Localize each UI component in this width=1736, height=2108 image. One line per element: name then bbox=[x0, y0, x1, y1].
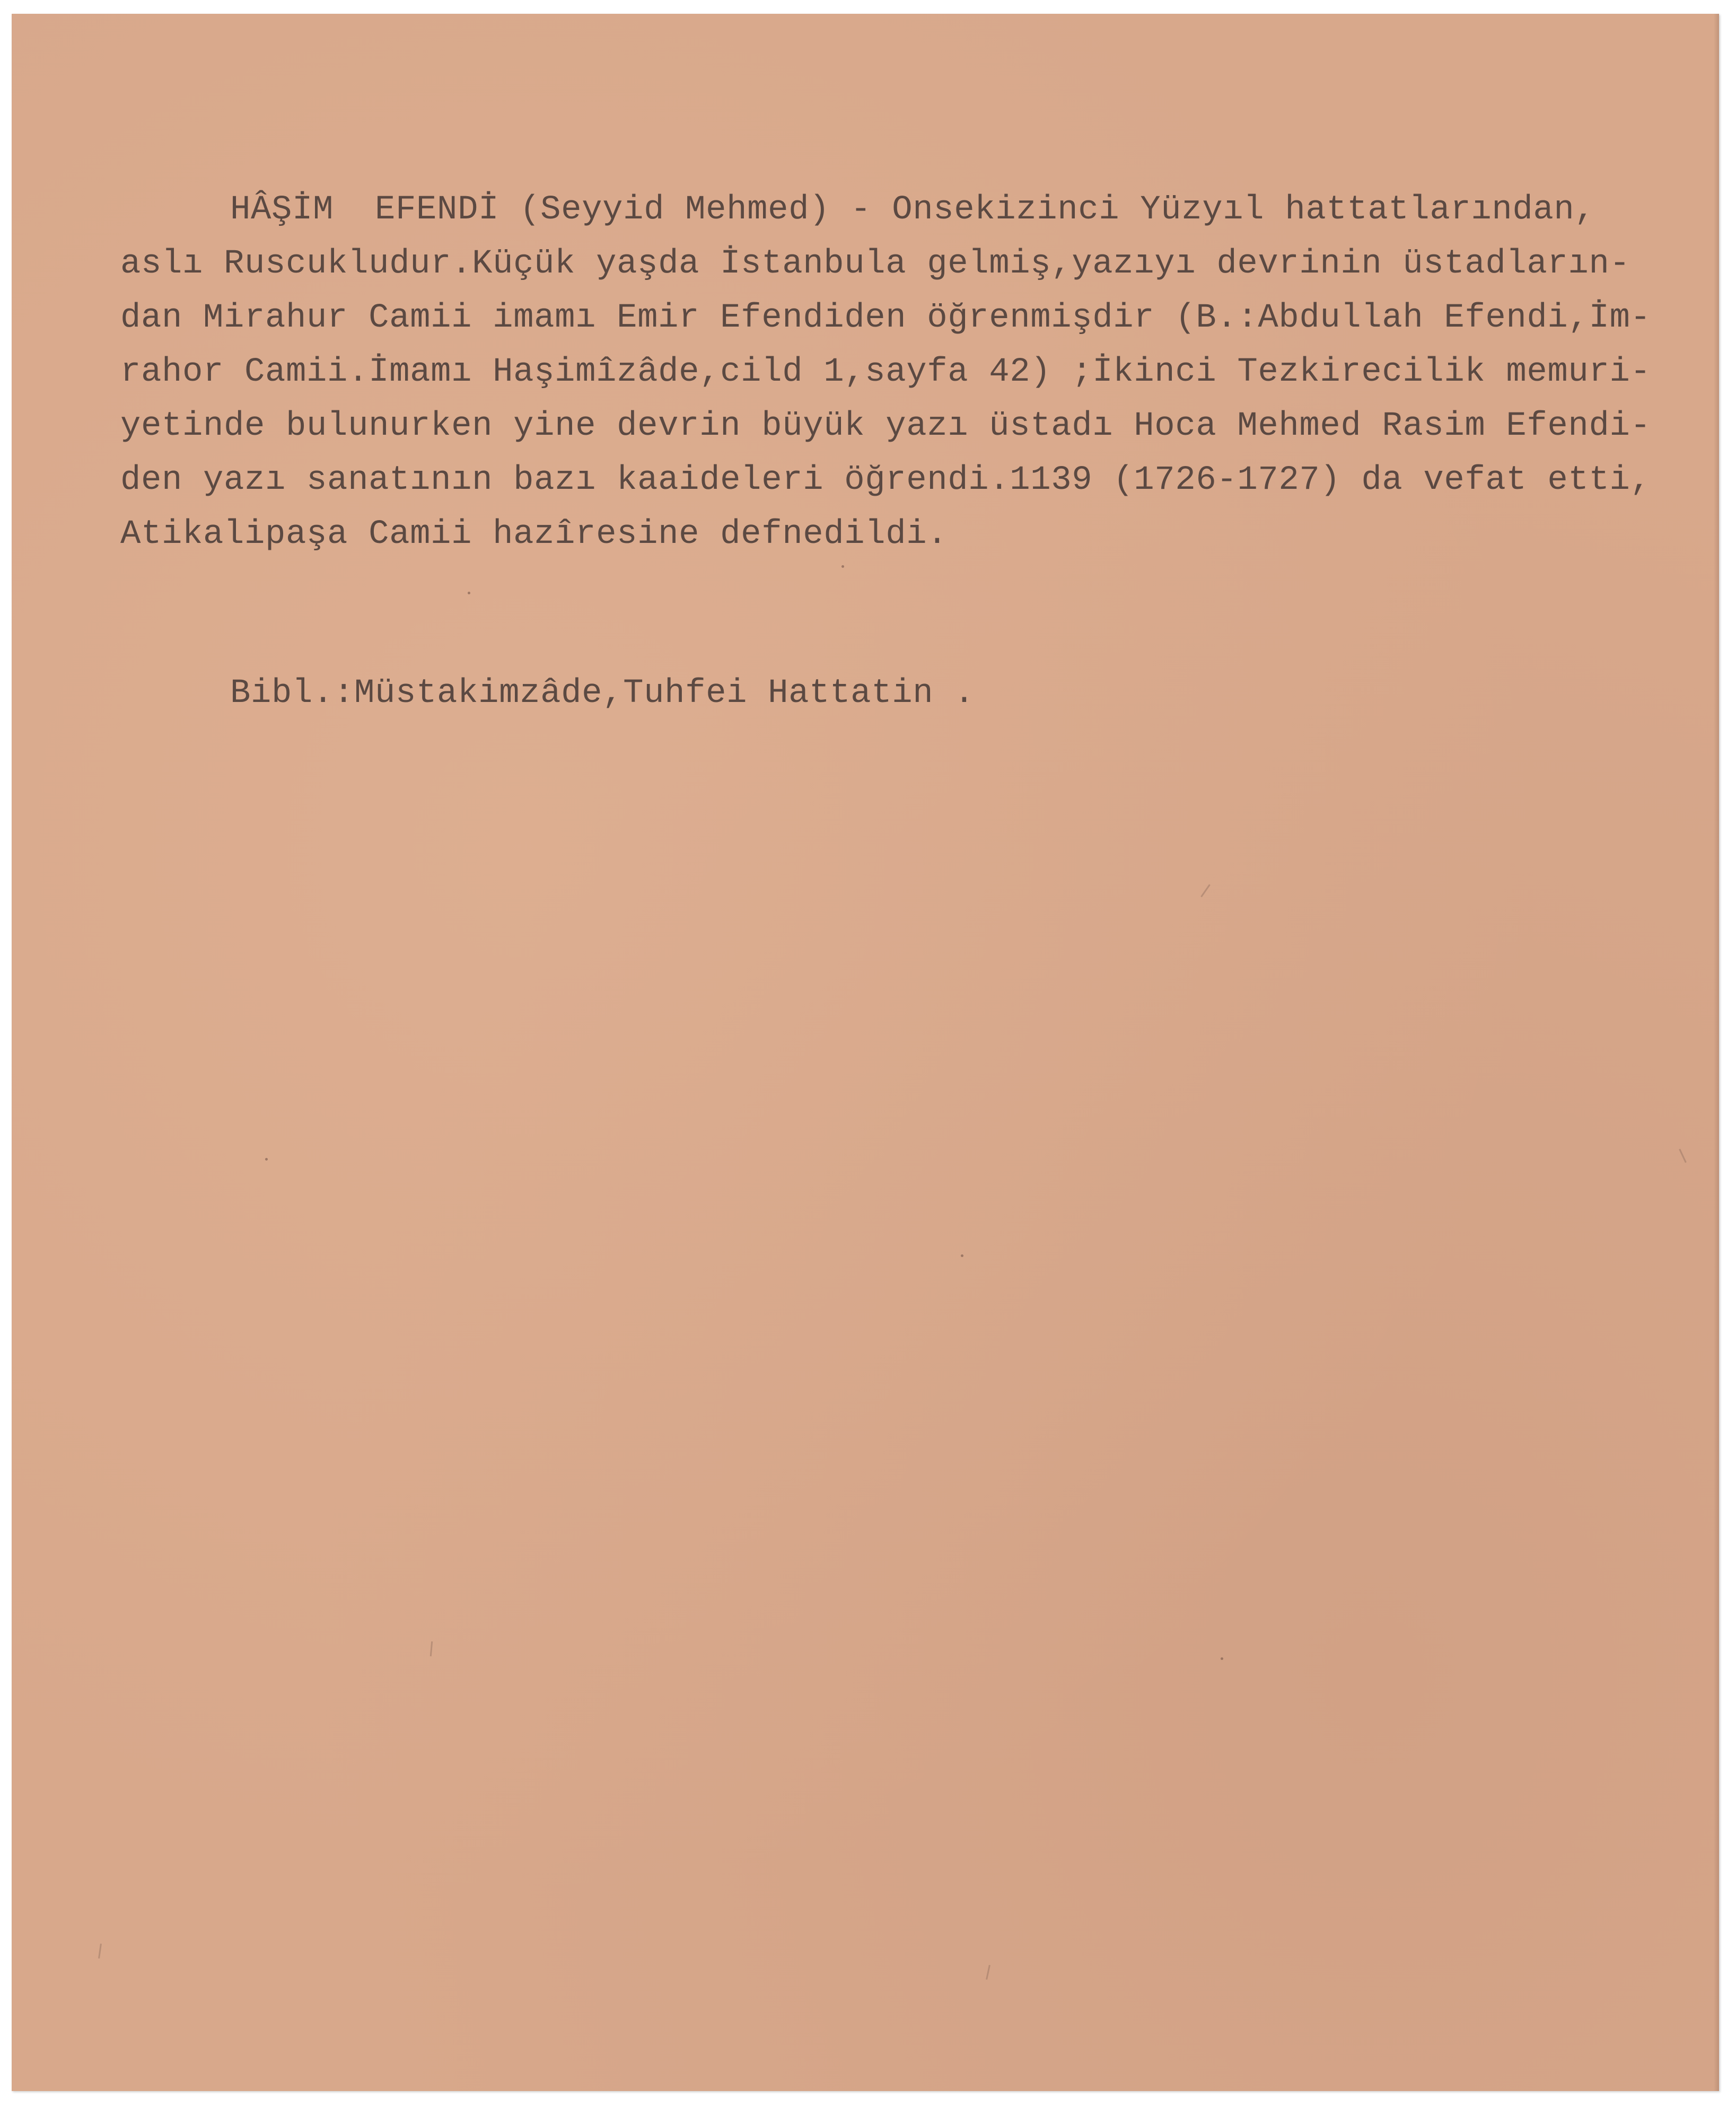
bibliography-line: Bibl.:Müstakimzâde,Tuhfei Hattatin . bbox=[230, 674, 975, 713]
entry-line-6: den yazı sanatının bazı kaaideleri öğrendi.1139 (1726-1727) da vefat etti, bbox=[120, 461, 1651, 499]
entry-line-7: Atikalipaşa Camii hazîresine defnedildi. bbox=[120, 515, 948, 554]
entry-line-3: dan Mirahur Camii imamı Emir Efendiden öğrenmişdir (B.:Abdullah Efendi,İm- bbox=[120, 299, 1651, 337]
typewritten-page bbox=[12, 14, 1719, 2091]
entry-line-1: HÂŞİM EFENDİ (Seyyid Mehmed) - Onsekizinci Yüzyıl hattatlarından, bbox=[230, 191, 1595, 229]
paper-fleck bbox=[430, 1641, 433, 1656]
entry-line-2: aslı Ruscukludur.Küçük yaşda İstanbula gelmiş,yazıyı devrinin üstadların- bbox=[120, 245, 1630, 283]
paper-fleck bbox=[986, 1965, 990, 1980]
paper-speck bbox=[468, 592, 470, 594]
paper-speck bbox=[961, 1254, 963, 1257]
paper-fleck bbox=[98, 1944, 102, 1958]
entry-line-4: rahor Camii.İmamı Haşimîzâde,cild 1,sayfa 42) ;İkinci Tezkirecilik memuri- bbox=[120, 353, 1651, 391]
paper-speck bbox=[265, 1158, 268, 1161]
paper-fleck bbox=[1200, 884, 1211, 898]
entry-line-5: yetinde bulunurken yine devrin büyük yazı üstadı Hoca Mehmed Rasim Efendi- bbox=[120, 407, 1651, 445]
paper-fleck bbox=[1679, 1149, 1687, 1163]
paper-edge-shadow bbox=[1714, 14, 1719, 2091]
paper-speck bbox=[1221, 1657, 1223, 1660]
paper-speck bbox=[841, 565, 844, 568]
